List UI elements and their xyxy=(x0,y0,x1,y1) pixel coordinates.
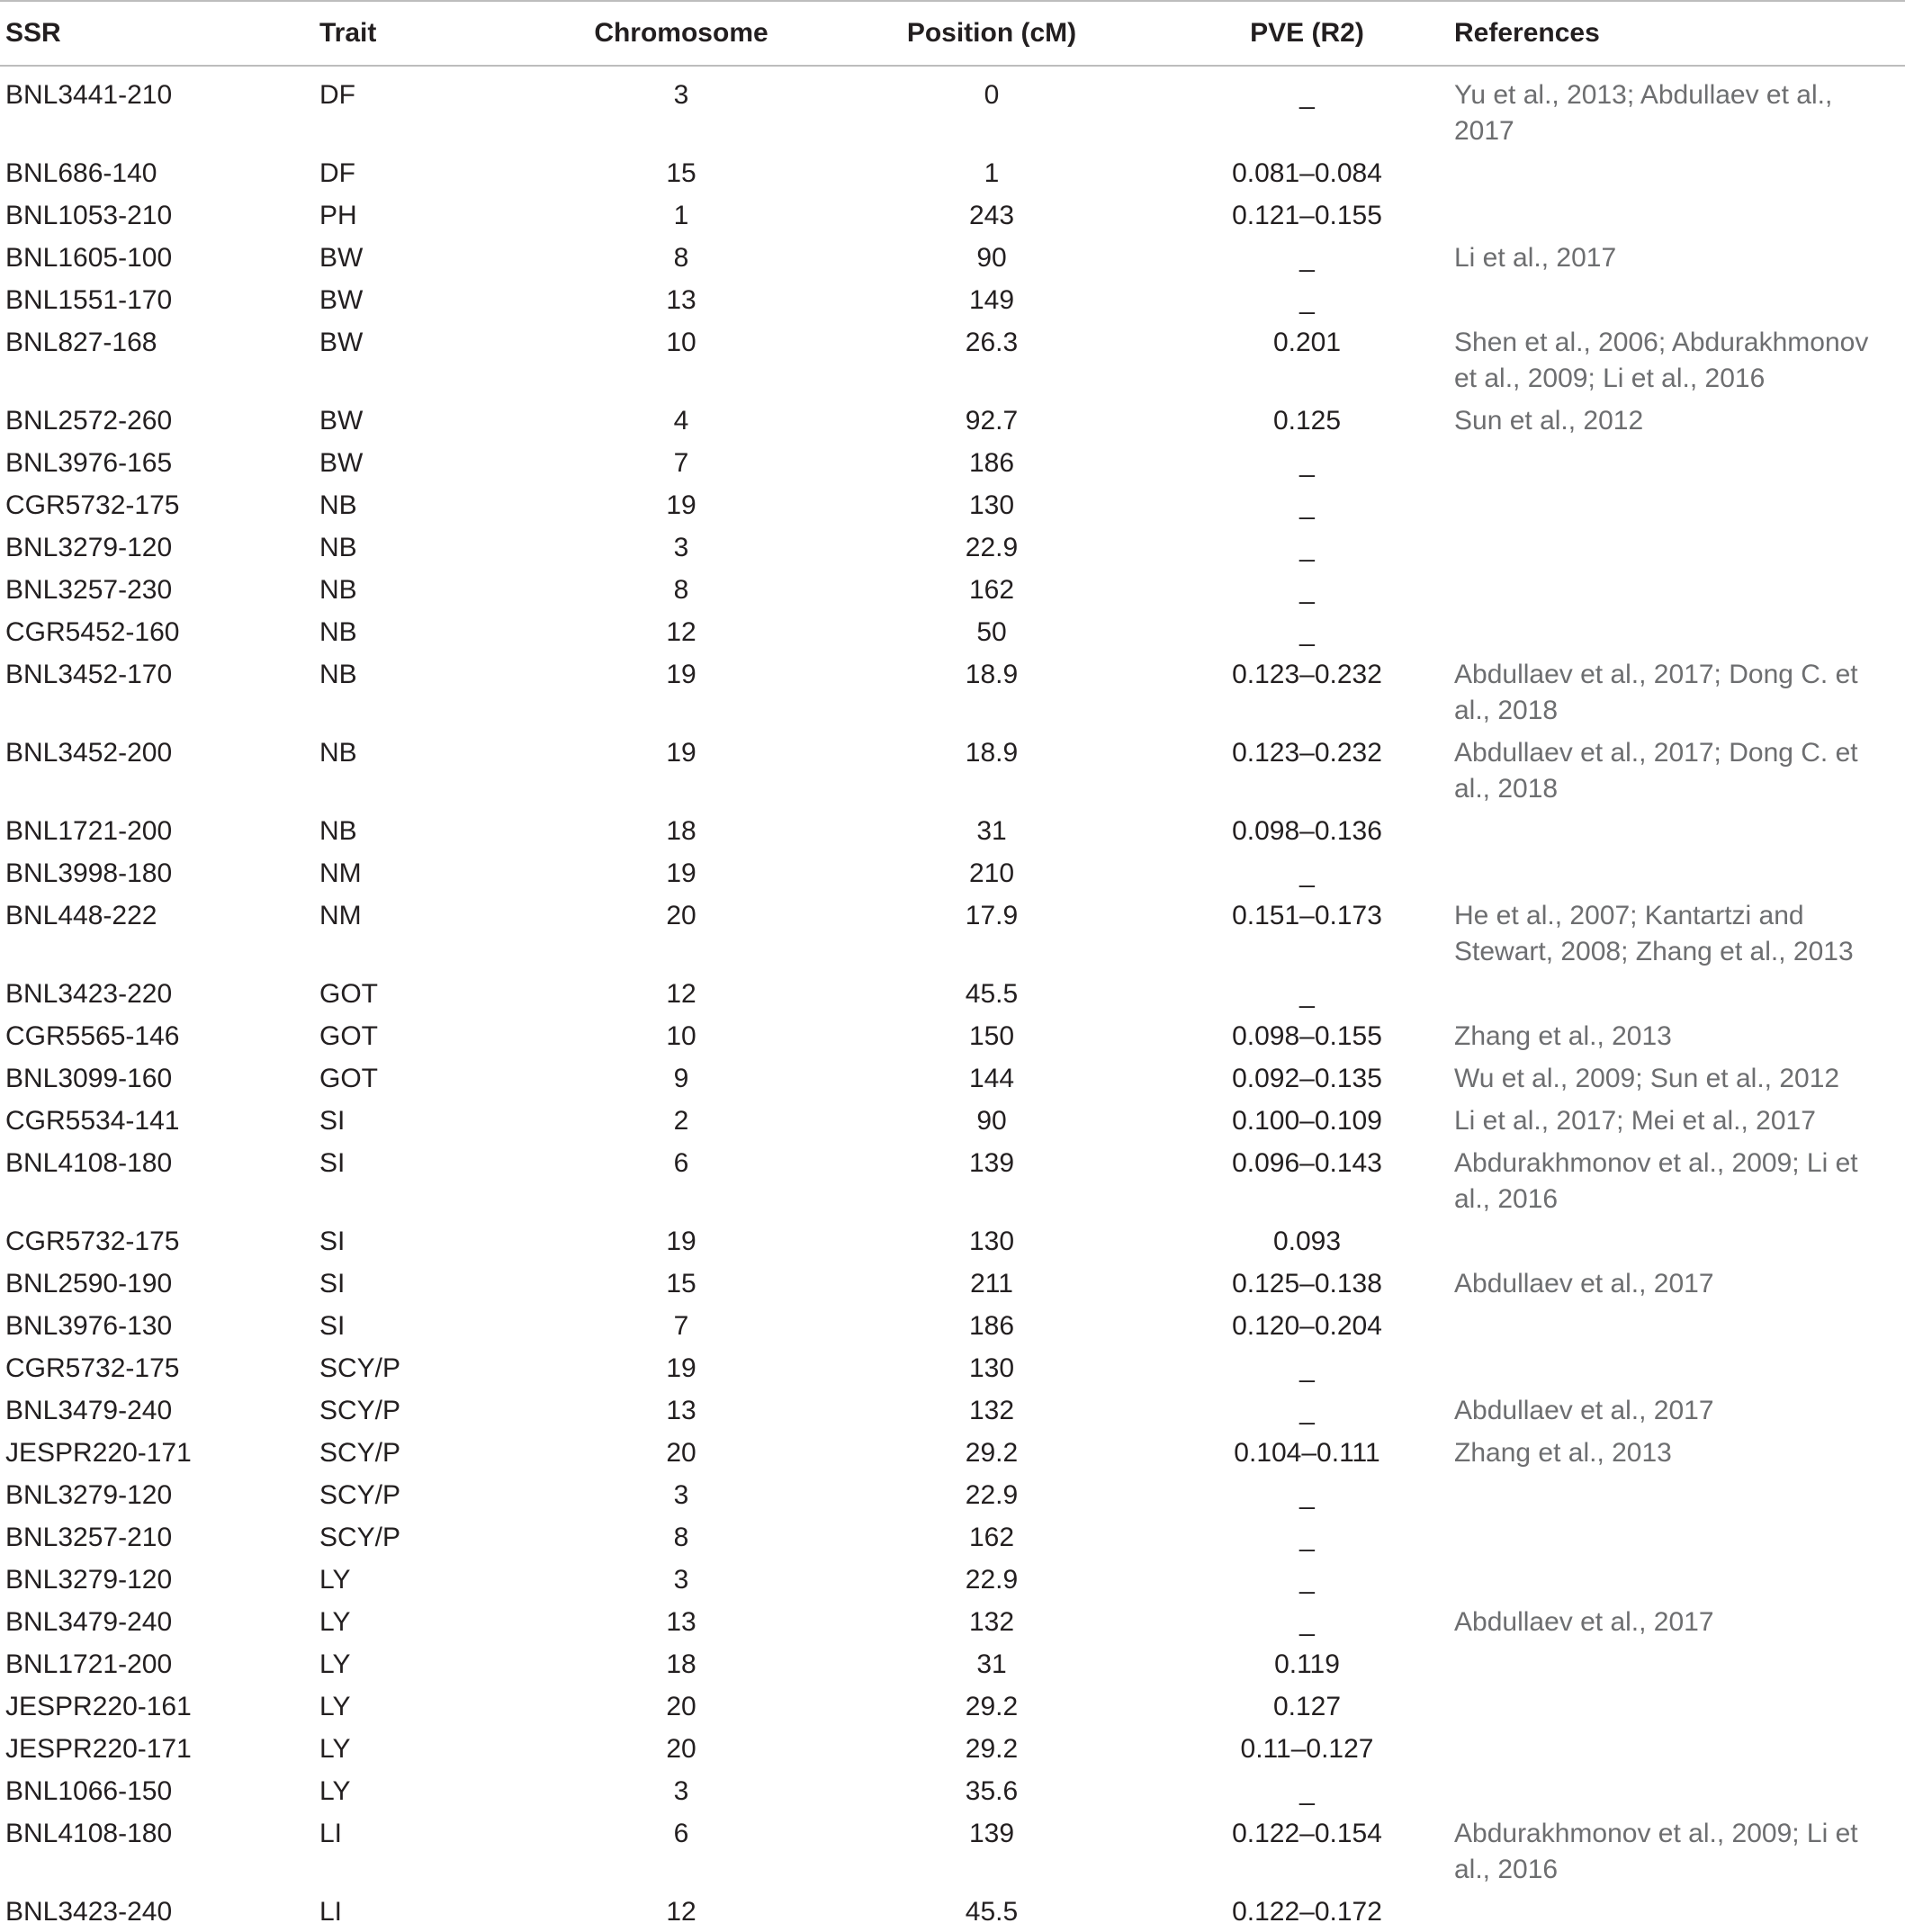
table-row xyxy=(0,1600,1905,1642)
cell-ssr: BNL3099-160 xyxy=(5,1064,173,1093)
table-row xyxy=(0,1685,1905,1727)
cell-references: Zhang et al., 2013 xyxy=(1454,1021,1672,1051)
cell-pve: _ xyxy=(1299,1565,1315,1595)
cell-position: 130 xyxy=(968,1227,1015,1256)
cell-ssr: BNL3423-240 xyxy=(5,1897,173,1927)
cell-references xyxy=(1454,851,1905,894)
cell-position: 144 xyxy=(968,1064,1015,1093)
cell-chromosome: 20 xyxy=(666,1692,696,1721)
cell-trait: SI xyxy=(319,1269,346,1298)
cell-pve: 0.122–0.172 xyxy=(1232,1897,1382,1927)
table-row xyxy=(0,1890,1905,1932)
cell-ssr: BNL1721-200 xyxy=(5,1649,173,1679)
cell-trait: DF xyxy=(319,158,355,188)
table-row xyxy=(0,652,1905,731)
cell-position: 22.9 xyxy=(965,1480,1019,1510)
cell-pve: _ xyxy=(1299,858,1315,888)
table-row xyxy=(0,1056,1905,1099)
cell-trait: BW xyxy=(319,328,364,357)
cell-position: 1 xyxy=(984,158,1000,188)
cell-position: 92.7 xyxy=(965,406,1019,436)
cell-ssr: BNL3998-180 xyxy=(5,858,173,888)
cell-ssr: BNL686-140 xyxy=(5,158,157,188)
cell-chromosome: 6 xyxy=(673,1148,689,1178)
cell-ssr: BNL3976-165 xyxy=(5,448,173,478)
cell-position: 186 xyxy=(968,1311,1015,1341)
cell-references xyxy=(1454,151,1905,193)
cell-position: 26.3 xyxy=(965,328,1019,357)
table-row xyxy=(0,1219,1905,1262)
cell-pve: _ xyxy=(1299,617,1315,647)
cell-pve: 0.151–0.173 xyxy=(1232,901,1382,930)
cell-ssr: BNL3479-240 xyxy=(5,1607,173,1637)
cell-trait: SI xyxy=(319,1227,346,1256)
cell-chromosome: 1 xyxy=(673,201,689,230)
cell-chromosome: 20 xyxy=(666,901,696,930)
cell-pve: 0.201 xyxy=(1272,328,1342,357)
cell-trait: SCY/P xyxy=(319,1523,401,1552)
cell-pve: _ xyxy=(1299,285,1315,315)
cell-pve: _ xyxy=(1299,80,1315,110)
cell-references: Shen et al., 2006; Abdurakhmonov et al., 2009; Li et al., 2016 xyxy=(1454,328,1869,393)
cell-position: 18.9 xyxy=(965,738,1019,768)
cell-trait: GOT xyxy=(319,979,378,1009)
table-row xyxy=(0,1304,1905,1346)
cell-references xyxy=(1454,1727,1905,1769)
cell-ssr: BNL3976-130 xyxy=(5,1311,173,1341)
cell-chromosome: 13 xyxy=(666,1607,696,1637)
cell-pve: _ xyxy=(1299,1523,1315,1552)
table-body xyxy=(0,66,1905,1932)
cell-references xyxy=(1454,1890,1905,1932)
table-row xyxy=(0,66,1905,151)
header-ssr: SSR xyxy=(5,18,61,48)
cell-chromosome: 12 xyxy=(666,617,696,647)
cell-pve: _ xyxy=(1299,1776,1315,1806)
table-row xyxy=(0,731,1905,809)
table-row xyxy=(0,610,1905,652)
cell-trait: LI xyxy=(319,1819,343,1848)
table-row xyxy=(0,1727,1905,1769)
cell-trait: GOT xyxy=(319,1021,378,1051)
cell-chromosome: 10 xyxy=(666,1021,696,1051)
cell-pve: 0.093 xyxy=(1272,1227,1342,1256)
cell-position: 90 xyxy=(976,1106,1007,1136)
header-pve: PVE (R2) xyxy=(1250,18,1364,48)
cell-ssr: BNL1066-150 xyxy=(5,1776,173,1806)
cell-references: Abdullaev et al., 2017 xyxy=(1454,1269,1714,1298)
cell-position: 22.9 xyxy=(965,533,1019,562)
cell-ssr: BNL1605-100 xyxy=(5,243,173,273)
header-position: Position (cM) xyxy=(906,18,1077,48)
cell-pve: 0.123–0.232 xyxy=(1232,738,1382,768)
table-row xyxy=(0,1811,1905,1890)
table-row xyxy=(0,278,1905,320)
cell-ssr: CGR5534-141 xyxy=(5,1106,180,1136)
cell-ssr: BNL3257-230 xyxy=(5,575,173,605)
cell-chromosome: 15 xyxy=(666,158,696,188)
cell-trait: BW xyxy=(319,448,364,478)
cell-chromosome: 7 xyxy=(673,448,689,478)
cell-references xyxy=(1454,809,1905,851)
cell-position: 150 xyxy=(968,1021,1015,1051)
table-row xyxy=(0,483,1905,526)
cell-ssr: CGR5452-160 xyxy=(5,617,180,647)
cell-pve: 0.123–0.232 xyxy=(1232,660,1382,689)
table-row xyxy=(0,151,1905,193)
cell-references: Li et al., 2017; Mei et al., 2017 xyxy=(1454,1106,1816,1136)
cell-pve: _ xyxy=(1299,1480,1315,1510)
cell-chromosome: 3 xyxy=(673,1480,689,1510)
header-trait: Trait xyxy=(319,18,377,48)
cell-ssr: BNL3479-240 xyxy=(5,1396,173,1425)
cell-chromosome: 19 xyxy=(666,660,696,689)
cell-pve: _ xyxy=(1299,490,1315,520)
cell-position: 31 xyxy=(976,816,1007,846)
cell-ssr: BNL2590-190 xyxy=(5,1269,173,1298)
cell-references: Yu et al., 2013; Abdullaev et al., 2017 xyxy=(1454,80,1833,146)
table-row xyxy=(0,1558,1905,1600)
cell-pve: 0.122–0.154 xyxy=(1232,1819,1382,1848)
cell-position: 90 xyxy=(976,243,1007,273)
cell-ssr: BNL3279-120 xyxy=(5,533,173,562)
cell-references xyxy=(1454,1346,1905,1388)
cell-trait: DF xyxy=(319,80,355,110)
cell-pve: _ xyxy=(1299,1396,1315,1425)
cell-trait: GOT xyxy=(319,1064,378,1093)
cell-position: 139 xyxy=(968,1819,1015,1848)
cell-references xyxy=(1454,1219,1905,1262)
cell-position: 132 xyxy=(968,1396,1015,1425)
cell-pve: 0.081–0.084 xyxy=(1232,158,1382,188)
cell-references xyxy=(1454,610,1905,652)
table-row xyxy=(0,399,1905,441)
cell-trait: LY xyxy=(319,1692,351,1721)
cell-references xyxy=(1454,1558,1905,1600)
cell-ssr: CGR5732-175 xyxy=(5,1227,180,1256)
cell-trait: SI xyxy=(319,1311,346,1341)
cell-trait: SCY/P xyxy=(319,1438,401,1468)
cell-position: 186 xyxy=(968,448,1015,478)
cell-trait: LY xyxy=(319,1776,351,1806)
cell-chromosome: 3 xyxy=(673,533,689,562)
table-row xyxy=(0,894,1905,972)
table-row xyxy=(0,1769,1905,1811)
cell-references: Zhang et al., 2013 xyxy=(1454,1438,1672,1468)
table-row xyxy=(0,1515,1905,1558)
cell-trait: NM xyxy=(319,901,362,930)
cell-trait: LI xyxy=(319,1897,343,1927)
cell-position: 149 xyxy=(968,285,1015,315)
cell-ssr: BNL3452-200 xyxy=(5,738,173,768)
cell-pve: 0.121–0.155 xyxy=(1232,201,1382,230)
cell-pve: 0.119 xyxy=(1274,1649,1340,1679)
table-row xyxy=(0,526,1905,568)
cell-references xyxy=(1454,483,1905,526)
cell-trait: BW xyxy=(319,406,364,436)
cell-ssr: CGR5732-175 xyxy=(5,1353,180,1383)
table-row xyxy=(0,568,1905,610)
cell-trait: NB xyxy=(319,738,357,768)
table-row xyxy=(0,193,1905,236)
table-row xyxy=(0,809,1905,851)
cell-chromosome: 15 xyxy=(666,1269,696,1298)
cell-pve: _ xyxy=(1299,575,1315,605)
table-row xyxy=(0,320,1905,399)
cell-trait: NB xyxy=(319,575,357,605)
cell-trait: NB xyxy=(319,533,357,562)
cell-position: 22.9 xyxy=(965,1565,1019,1595)
table-row xyxy=(0,236,1905,278)
cell-pve: _ xyxy=(1299,448,1315,478)
cell-trait: SCY/P xyxy=(319,1480,401,1510)
table-row xyxy=(0,1099,1905,1141)
cell-references: Abdullaev et al., 2017 xyxy=(1454,1396,1714,1425)
cell-position: 35.6 xyxy=(965,1776,1019,1806)
cell-references xyxy=(1454,1515,1905,1558)
table-header xyxy=(0,1,1905,66)
cell-pve: _ xyxy=(1299,533,1315,562)
cell-ssr: CGR5732-175 xyxy=(5,490,180,520)
cell-pve: 0.125 xyxy=(1272,406,1342,436)
cell-chromosome: 2 xyxy=(673,1106,689,1136)
cell-ssr: BNL1053-210 xyxy=(5,201,173,230)
cell-chromosome: 19 xyxy=(666,490,696,520)
cell-references xyxy=(1454,1769,1905,1811)
cell-position: 162 xyxy=(968,575,1015,605)
cell-ssr: BNL3279-120 xyxy=(5,1565,173,1595)
cell-references: Abdullaev et al., 2017; Dong C. et al., 2018 xyxy=(1454,738,1858,804)
cell-chromosome: 3 xyxy=(673,1565,689,1595)
cell-ssr: BNL4108-180 xyxy=(5,1819,173,1848)
header-chromosome: Chromosome xyxy=(594,18,768,48)
cell-chromosome: 8 xyxy=(673,243,689,273)
cell-trait: NB xyxy=(319,490,357,520)
cell-position: 18.9 xyxy=(965,660,1019,689)
table-row xyxy=(0,1346,1905,1388)
cell-ssr: BNL1551-170 xyxy=(5,285,173,315)
cell-references xyxy=(1454,972,1905,1014)
cell-trait: NM xyxy=(319,858,362,888)
cell-chromosome: 19 xyxy=(666,1353,696,1383)
cell-references xyxy=(1454,1304,1905,1346)
cell-references: Wu et al., 2009; Sun et al., 2012 xyxy=(1454,1064,1840,1093)
cell-pve: 0.092–0.135 xyxy=(1232,1064,1382,1093)
cell-pve: 0.11–0.127 xyxy=(1240,1734,1374,1764)
table-row xyxy=(0,1262,1905,1304)
cell-pve: 0.098–0.136 xyxy=(1232,816,1382,846)
cell-position: 29.2 xyxy=(965,1692,1019,1721)
cell-references xyxy=(1454,526,1905,568)
cell-ssr: CGR5565-146 xyxy=(5,1021,180,1051)
cell-pve: 0.096–0.143 xyxy=(1232,1148,1382,1178)
cell-chromosome: 12 xyxy=(666,1897,696,1927)
cell-trait: NB xyxy=(319,617,357,647)
cell-pve: 0.098–0.155 xyxy=(1232,1021,1382,1051)
cell-references: Abdurakhmonov et al., 2009; Li et al., 2016 xyxy=(1454,1819,1858,1884)
cell-ssr: BNL3452-170 xyxy=(5,660,173,689)
cell-chromosome: 18 xyxy=(666,1649,696,1679)
cell-chromosome: 10 xyxy=(666,328,696,357)
cell-ssr: BNL3423-220 xyxy=(5,979,173,1009)
cell-trait: SI xyxy=(319,1106,346,1136)
cell-trait: BW xyxy=(319,285,364,315)
cell-trait: NB xyxy=(319,816,357,846)
cell-pve: 0.104–0.111 xyxy=(1234,1438,1380,1468)
cell-position: 29.2 xyxy=(965,1438,1019,1468)
cell-trait: NB xyxy=(319,660,357,689)
cell-position: 29.2 xyxy=(965,1734,1019,1764)
cell-ssr: BNL2572-260 xyxy=(5,406,173,436)
cell-position: 31 xyxy=(976,1649,1007,1679)
cell-ssr: BNL1721-200 xyxy=(5,816,173,846)
cell-chromosome: 12 xyxy=(666,979,696,1009)
table-row xyxy=(0,1141,1905,1219)
cell-pve: _ xyxy=(1299,979,1315,1009)
cell-chromosome: 19 xyxy=(666,858,696,888)
cell-trait: PH xyxy=(319,201,357,230)
cell-position: 45.5 xyxy=(965,979,1019,1009)
cell-ssr: BNL827-168 xyxy=(5,328,157,357)
cell-trait: LY xyxy=(319,1565,351,1595)
table-row xyxy=(0,1388,1905,1431)
cell-ssr: BNL4108-180 xyxy=(5,1148,173,1178)
cell-references: Abdullaev et al., 2017 xyxy=(1454,1607,1714,1637)
cell-trait: SCY/P xyxy=(319,1353,401,1383)
table-row xyxy=(0,1473,1905,1515)
cell-chromosome: 6 xyxy=(673,1819,689,1848)
cell-chromosome: 18 xyxy=(666,816,696,846)
cell-chromosome: 3 xyxy=(673,80,689,110)
table-row xyxy=(0,851,1905,894)
header-row xyxy=(0,1,1905,66)
cell-chromosome: 8 xyxy=(673,575,689,605)
cell-chromosome: 13 xyxy=(666,1396,696,1425)
cell-chromosome: 20 xyxy=(666,1438,696,1468)
cell-trait: SCY/P xyxy=(319,1396,401,1425)
cell-position: 210 xyxy=(968,858,1015,888)
header-references: References xyxy=(1454,18,1600,48)
cell-pve: 0.127 xyxy=(1272,1692,1342,1721)
cell-position: 45.5 xyxy=(965,1897,1019,1927)
cell-trait: LY xyxy=(319,1607,351,1637)
cell-chromosome: 7 xyxy=(673,1311,689,1341)
cell-references xyxy=(1454,193,1905,236)
cell-ssr: BNL3279-120 xyxy=(5,1480,173,1510)
cell-references: Abdurakhmonov et al., 2009; Li et al., 2016 xyxy=(1454,1148,1858,1214)
cell-references: Sun et al., 2012 xyxy=(1454,406,1644,436)
cell-references xyxy=(1454,441,1905,483)
cell-chromosome: 8 xyxy=(673,1523,689,1552)
cell-chromosome: 4 xyxy=(673,406,689,436)
cell-ssr: JESPR220-171 xyxy=(5,1438,192,1468)
cell-trait: BW xyxy=(319,243,364,273)
cell-references xyxy=(1454,278,1905,320)
cell-references xyxy=(1454,1685,1905,1727)
cell-position: 17.9 xyxy=(965,901,1019,930)
cell-pve: _ xyxy=(1299,243,1315,273)
cell-ssr: BNL448-222 xyxy=(5,901,157,930)
cell-pve: 0.100–0.109 xyxy=(1232,1106,1382,1136)
cell-position: 50 xyxy=(976,617,1007,647)
table-row xyxy=(0,972,1905,1014)
cell-trait: SI xyxy=(319,1148,346,1178)
cell-chromosome: 13 xyxy=(666,285,696,315)
table-row xyxy=(0,1431,1905,1473)
cell-references xyxy=(1454,568,1905,610)
cell-pve: 0.125–0.138 xyxy=(1232,1269,1382,1298)
table-row xyxy=(0,1014,1905,1056)
cell-ssr: BNL3441-210 xyxy=(5,80,173,110)
cell-chromosome: 19 xyxy=(666,1227,696,1256)
cell-pve: _ xyxy=(1299,1607,1315,1637)
cell-trait: LY xyxy=(319,1649,351,1679)
cell-references xyxy=(1454,1642,1905,1685)
cell-position: 0 xyxy=(984,80,1000,110)
cell-trait: LY xyxy=(319,1734,351,1764)
cell-position: 211 xyxy=(970,1269,1013,1298)
table-row xyxy=(0,1642,1905,1685)
cell-position: 132 xyxy=(968,1607,1015,1637)
cell-chromosome: 3 xyxy=(673,1776,689,1806)
cell-position: 130 xyxy=(968,1353,1015,1383)
cell-chromosome: 19 xyxy=(666,738,696,768)
cell-pve: _ xyxy=(1299,1353,1315,1383)
table-row xyxy=(0,441,1905,483)
cell-position: 130 xyxy=(968,490,1015,520)
cell-ssr: JESPR220-171 xyxy=(5,1734,192,1764)
cell-chromosome: 20 xyxy=(666,1734,696,1764)
cell-references: Li et al., 2017 xyxy=(1454,243,1617,273)
cell-position: 162 xyxy=(968,1523,1015,1552)
cell-ssr: BNL3257-210 xyxy=(5,1523,173,1552)
cell-position: 139 xyxy=(968,1148,1015,1178)
cell-chromosome: 9 xyxy=(673,1064,689,1093)
cell-position: 243 xyxy=(968,201,1015,230)
cell-references: He et al., 2007; Kantartzi and Stewart, 2008; Zhang et al., 2013 xyxy=(1454,901,1854,966)
cell-ssr: JESPR220-161 xyxy=(5,1692,192,1721)
cell-references xyxy=(1454,1473,1905,1515)
cell-pve: 0.120–0.204 xyxy=(1232,1311,1382,1341)
cell-references: Abdullaev et al., 2017; Dong C. et al., 2018 xyxy=(1454,660,1858,725)
